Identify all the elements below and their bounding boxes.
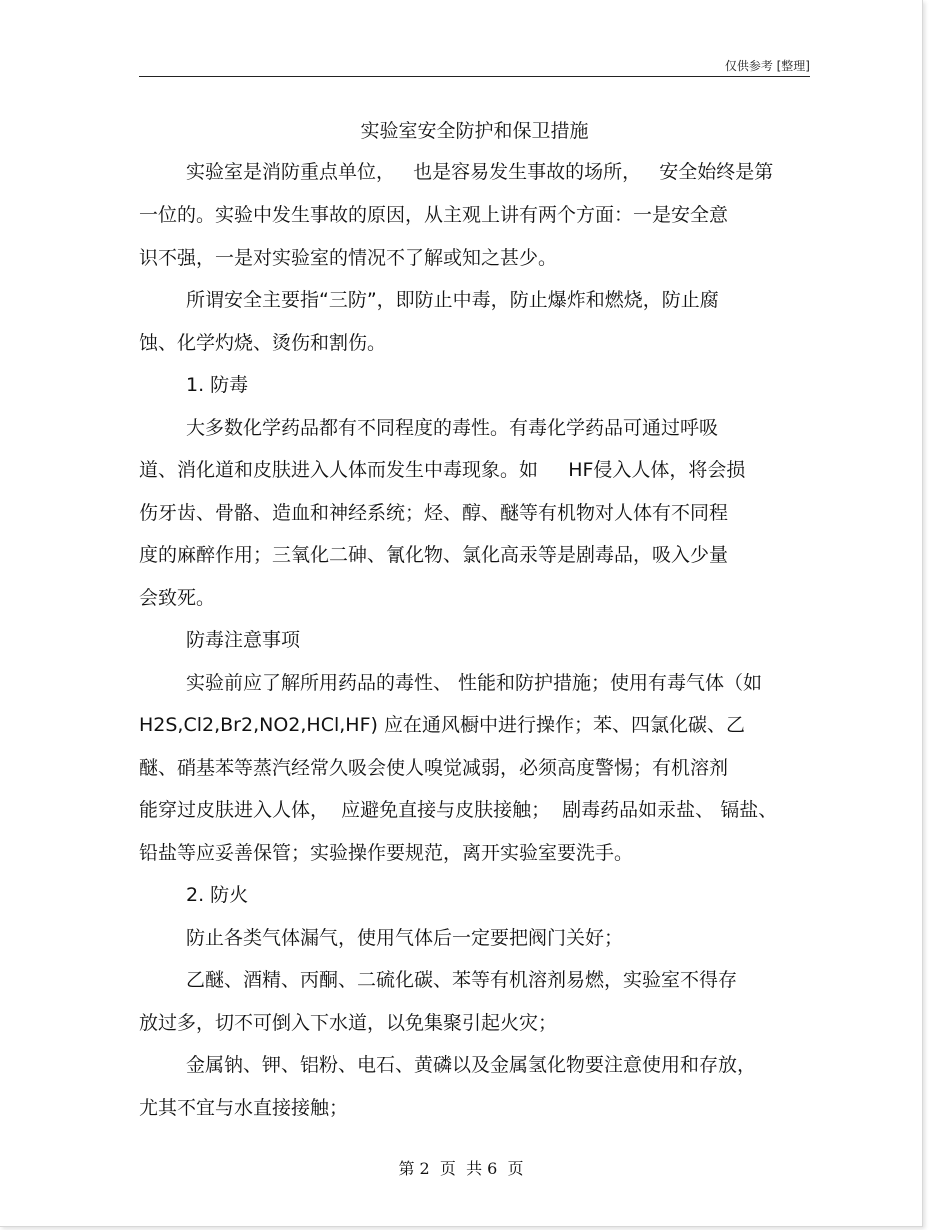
- body-line: 醚、硝基苯等蒸汽经常久吸会使人嗅觉减弱，必须高度警惕；有机溶剂: [139, 757, 729, 779]
- body-line: 蚀、化学灼烧、烫伤和割伤。: [139, 332, 387, 354]
- body-line: 识不强，一是对实验室的情况不了解或知之甚少。: [139, 247, 558, 269]
- body-line: 能穿过皮肤进入人体， 应避免直接与皮肤接触； 剧毒药品如汞盐、 镉盐、: [139, 799, 778, 821]
- header-rule: [139, 76, 810, 77]
- body-line: 尤其不宜与水直接接触；: [139, 1097, 349, 1119]
- body-line: H2S,Cl2,Br2,NO2,HCl,HF) 应在通风橱中进行操作；苯、四氯化碳、乙: [139, 714, 745, 736]
- section-heading: 2. 防火: [186, 884, 249, 906]
- body-line: 乙醚、酒精、丙酮、二硫化碳、苯等有机溶剂易燃，实验室不得存: [186, 969, 738, 991]
- document-title: 实验室安全防护和保卫措施: [360, 120, 589, 142]
- body-line: 铅盐等应妥善保管；实验操作要规范，离开实验室要洗手。: [139, 842, 634, 864]
- body-line: 度的麻醉作用；三氧化二砷、氰化物、氯化高汞等是剧毒品，吸入少量: [139, 544, 729, 566]
- body-line: 实验室是消防重点单位， 也是容易发生事故的场所， 安全始终是第: [186, 161, 774, 183]
- header-note: 仅供参考 [整理]: [724, 59, 810, 73]
- body-line: 一位的。实验中发生事故的原因，从主观上讲有两个方面：一是安全意: [139, 204, 729, 226]
- body-line: 金属钠、钾、铝粉、电石、黄磷以及金属氢化物要注意使用和存放，: [186, 1054, 757, 1076]
- body-line: 防止各类气体漏气，使用气体后一定要把阀门关好；: [186, 927, 624, 949]
- body-line: 所谓安全主要指“三防”，即防止中毒，防止爆炸和燃烧，防止腐: [186, 289, 719, 311]
- body-line: 实验前应了解所用药品的毒性、 性能和防护措施；使用有毒气体（如: [186, 672, 763, 694]
- body-line: 大多数化学药品都有不同程度的毒性。有毒化学药品可通过呼吸: [186, 417, 719, 439]
- section-heading: 1. 防毒: [186, 374, 249, 396]
- body-line: 会致死。: [139, 587, 216, 609]
- body-line: 伤牙齿、骨骼、造血和神经系统；烃、醇、醚等有机物对人体有不同程: [139, 502, 729, 524]
- subsection-heading: 防毒注意事项: [186, 629, 301, 651]
- page-number-footer: 第 2 页 共 6 页: [398, 1159, 524, 1178]
- body-line: 放过多，切不可倒入下水道，以免集聚引起火灾；: [139, 1012, 558, 1034]
- body-line: 道、消化道和皮肤进入人体而发生中毒现象。如 HF侵入人体，将会损: [139, 459, 746, 481]
